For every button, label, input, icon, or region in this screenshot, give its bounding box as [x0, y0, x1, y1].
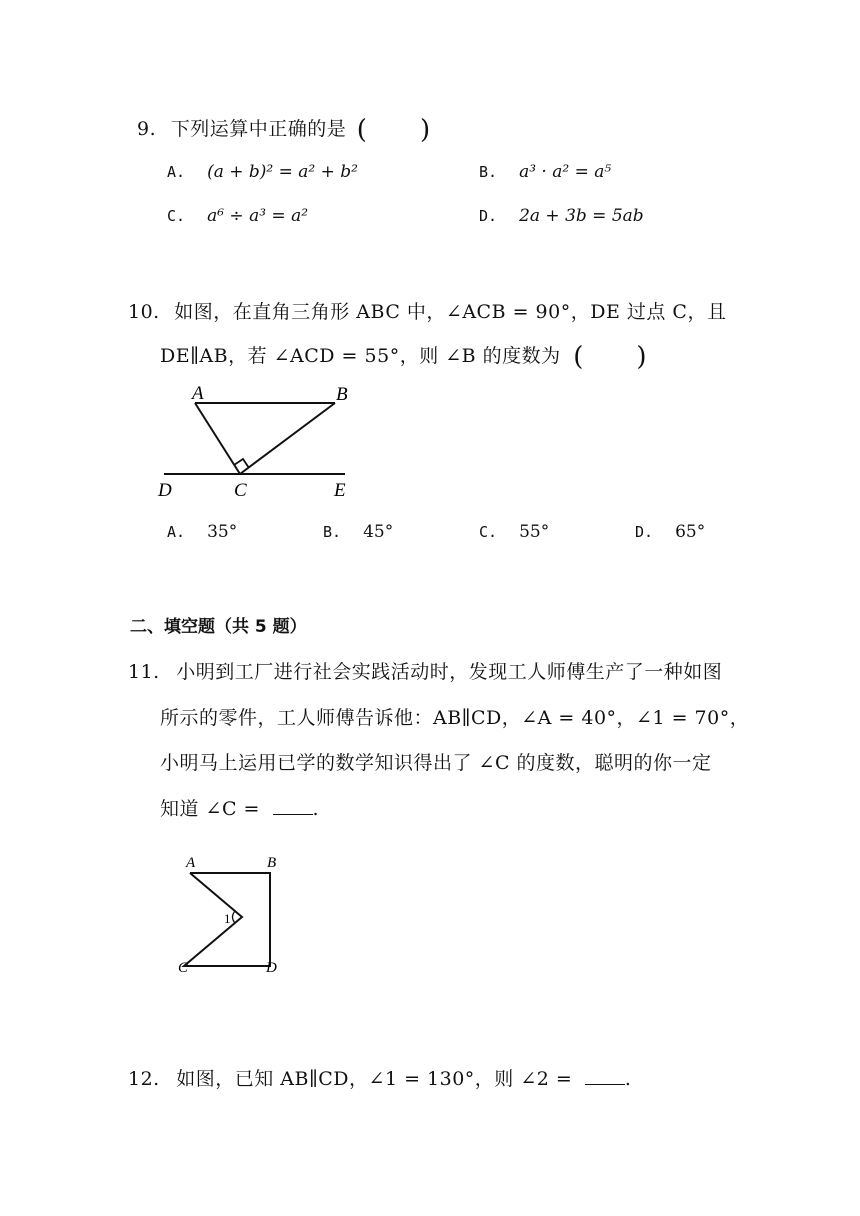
q10-line1: 10. 如图，在直角三角形 ABC 中，∠ACB = 90°，DE 过点 C，且 [128, 301, 727, 323]
label-d: D [266, 960, 277, 976]
q11-number: 11. [128, 661, 160, 683]
q10-line2: DE∥AB，若 ∠ACD = 55°，则 ∠B 的度数为 ( ) [160, 342, 648, 372]
q12-answer-blank[interactable] [585, 1070, 625, 1085]
q9-option-a: A. (a + b)² = a² + b² [167, 162, 358, 182]
q10-number: 10. [128, 301, 160, 323]
label-a: A [192, 383, 204, 404]
label-e: E [334, 480, 346, 501]
q10-option-a: A. 35° [167, 522, 238, 542]
q10-option-b: B. 45° [323, 522, 394, 542]
q9-text: 下列运算中正确的是 [170, 118, 347, 140]
q9-answer-paren: ( ) [356, 115, 431, 145]
q10-option-c: C. 55° [479, 522, 550, 542]
label-angle-1: 1 [224, 911, 231, 926]
label-c: C [234, 480, 247, 501]
q11-line2: 所示的零件，工人师傅告诉他：AB∥CD，∠A = 40°，∠1 = 70°， [160, 707, 750, 729]
q9-stem [137, 114, 431, 145]
label-c: C [178, 960, 189, 976]
q11-line4: 知道 ∠C = . [160, 798, 320, 820]
q10-answer-paren: ( ) [573, 342, 648, 372]
q9-option-c: C. a⁶ ÷ a³ = a² [167, 206, 309, 226]
q12-number: 12. [128, 1068, 160, 1090]
q9-option-b: B. a³ · a² = a⁵ [479, 162, 612, 182]
q11-figure [172, 848, 292, 978]
section-title: 二、填空题（共 5 题） [130, 617, 307, 637]
q9-option-d: D. 2a + 3b = 5ab [479, 206, 644, 226]
q11-answer-blank[interactable] [273, 800, 313, 815]
segment-bc [240, 403, 335, 474]
segment-ac [195, 403, 240, 474]
q12-line: 12. 如图，已知 AB∥CD，∠1 = 130°，则 ∠2 = . [128, 1068, 632, 1090]
label-d: D [158, 480, 172, 501]
angle-1-arc [233, 911, 236, 923]
q10-figure [150, 378, 370, 503]
label-a: A [186, 855, 196, 871]
q9-number: 9. [137, 118, 157, 140]
q11-line1: 11. 小明到工厂进行社会实践活动时，发现工人师傅生产了一种如图 [128, 661, 723, 683]
label-b: B [336, 384, 348, 405]
q11-line3: 小明马上运用已学的数学知识得出了 ∠C 的度数，聪明的你一定 [160, 752, 712, 774]
q10-option-d: D. 65° [635, 522, 706, 542]
label-b: B [267, 855, 277, 871]
